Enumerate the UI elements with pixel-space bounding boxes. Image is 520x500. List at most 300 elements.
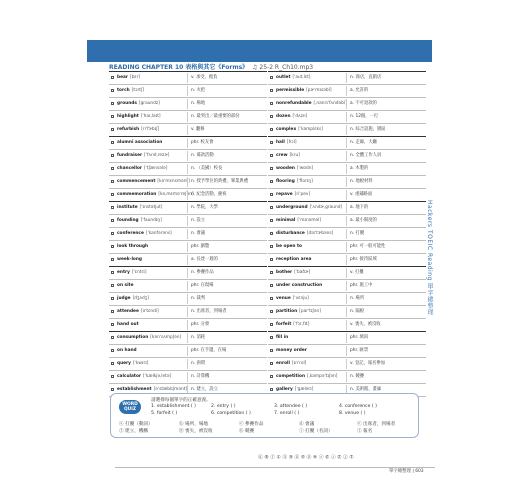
checkbox[interactable]: [270, 323, 273, 326]
vocab-word: [276, 267, 310, 279]
checkbox[interactable]: [111, 102, 114, 105]
vocab-meaning: n. 火把: [191, 88, 206, 93]
vocab-phonetic: [dʒʌdʒ]: [132, 296, 149, 301]
vocab-phonetic: [kəˈmɛnsmənt]: [157, 179, 190, 184]
vocab-word: [117, 371, 171, 383]
vocab-row: [268, 215, 426, 228]
column-divider: [346, 203, 347, 213]
vocab-row: [268, 267, 426, 280]
column-divider: [187, 372, 188, 382]
vocab-phonetic: [ˈbaðɚ]: [294, 270, 311, 275]
vocab-row: [268, 358, 426, 371]
quiz-item: 5. forfeit ( ): [151, 411, 178, 416]
vocab-meaning: n. 詢問: [191, 361, 206, 366]
checkbox[interactable]: [270, 76, 273, 79]
vocab-row: [109, 202, 267, 215]
column-divider: [187, 216, 188, 226]
word-quiz-box: [110, 393, 419, 438]
quiz-option: ⓗ 競賽: [239, 429, 255, 434]
vocab-row: [109, 267, 267, 280]
checkbox[interactable]: [270, 193, 273, 196]
vocab-word-text: outlet: [276, 75, 291, 80]
column-divider: [187, 203, 188, 213]
vocab-meaning: n. 設立: [191, 218, 206, 223]
vocab-word-text: repave: [276, 192, 293, 197]
vocab-phonetic: [ˈkwɪrɪ]: [132, 361, 149, 366]
vocab-word-text: enroll: [276, 361, 290, 366]
column-divider: [346, 216, 347, 226]
vocab-meaning: v. 打擾: [350, 270, 364, 275]
vocab-word: [276, 176, 313, 188]
vocab-meaning: phr. 在現場: [191, 283, 214, 288]
checkbox[interactable]: [111, 76, 114, 79]
vocab-row: [109, 293, 267, 306]
chapter-header-bar: [87, 40, 432, 62]
audio-reference: ♫ 25-2 R_Ch10.mp3: [252, 64, 314, 71]
vocab-word-text: torch: [117, 88, 130, 93]
vocab-row: [109, 345, 267, 358]
vocab-phonetic: [parˈtɪʃən]: [299, 309, 321, 314]
vocab-row: [268, 163, 426, 176]
quiz-option: ⓙ 報名: [357, 429, 373, 434]
checkbox[interactable]: [270, 375, 273, 378]
vocab-phonetic: [ˈdʌzn]: [292, 114, 308, 119]
checkbox[interactable]: [270, 206, 273, 209]
vocab-word: [276, 98, 347, 110]
column-divider: [346, 73, 347, 83]
checkbox[interactable]: [111, 362, 114, 365]
vocab-phonetic: [ˈautˌlɛt]: [292, 75, 311, 80]
checkbox[interactable]: [111, 271, 114, 274]
column-divider: [187, 307, 188, 317]
vocab-meaning: phr. 接待區域: [350, 257, 377, 262]
vocab-phonetic: [hɔl]: [286, 140, 297, 145]
vocab-meaning: phr. 匯票: [350, 348, 369, 353]
checkbox[interactable]: [111, 297, 114, 300]
checkbox[interactable]: [111, 310, 114, 313]
vocab-meaning: n. 綜合設施，園區: [350, 127, 386, 132]
vocab-row: [268, 345, 426, 358]
column-divider: [346, 294, 347, 304]
column-divider: [187, 229, 188, 239]
vocab-word: [117, 137, 164, 149]
column-divider: [346, 359, 347, 369]
vocab-word-text: bother: [276, 270, 293, 275]
quiz-item: 7. enroll ( ): [274, 411, 300, 416]
column-divider: [346, 307, 347, 317]
column-divider: [346, 177, 347, 187]
vocab-meaning: a. 最小限度的: [350, 218, 377, 223]
vocab-word-text: week-long: [117, 257, 142, 262]
checkbox[interactable]: [111, 375, 114, 378]
quiz-item: 6. competition ( ): [211, 411, 251, 416]
vocab-row: [268, 228, 426, 241]
vocab-word: [276, 254, 313, 266]
column-divider: [187, 164, 188, 174]
vocab-word-text: underground: [276, 205, 308, 210]
column-divider: [346, 372, 347, 382]
vocab-word: [117, 98, 160, 110]
vocab-meaning: n. 會議: [191, 231, 206, 236]
vocab-phonetic: [ˈgælərɪ]: [294, 387, 314, 392]
vocab-row: [109, 163, 267, 176]
vocab-row: [109, 228, 267, 241]
checkbox[interactable]: [111, 128, 114, 131]
vocab-row: [109, 280, 267, 293]
vocab-word: [117, 345, 139, 357]
vocab-word: [117, 332, 181, 344]
vocab-row: [109, 124, 267, 137]
vocab-meaning: v. 承受，擔負: [191, 75, 218, 80]
quiz-answers-upside-down: ① ⓕ ② ⓒ ③ ⓔ ④ ⓓ ⑤ ⓖ ⑥ ⓗ ⑦ ⓙ ⑧ ⓑ: [258, 453, 354, 458]
checkbox[interactable]: [270, 115, 273, 118]
vocab-word: [117, 254, 144, 266]
vocab-meaning: n. 競賽: [350, 374, 365, 379]
vocab-word: [276, 137, 297, 149]
vocab-row: [109, 215, 267, 228]
column-divider: [187, 99, 188, 109]
vocab-meaning: phr. 分發: [191, 322, 210, 327]
vocab-word-text: competition: [276, 374, 306, 379]
checkbox[interactable]: [270, 102, 273, 105]
vocab-row: [109, 332, 267, 345]
vocab-word: [276, 345, 309, 357]
vocab-phonetic: [dɪsˈtɝbəns]: [306, 231, 334, 236]
word-quiz-badge: WORD QUIZ: [119, 400, 141, 414]
vocab-word-text: dozen: [276, 114, 291, 119]
vocab-word: [276, 150, 300, 162]
checkbox[interactable]: [270, 349, 273, 352]
vocab-word: [117, 358, 148, 370]
vocab-word-text: be open to: [276, 244, 302, 249]
checkbox[interactable]: [111, 219, 114, 222]
vocab-phonetic: [ˈflorɪŋ]: [296, 179, 313, 184]
vocab-phonetic: [əˈtɛndi]: [140, 309, 159, 314]
vocab-word: [276, 228, 333, 240]
checkbox[interactable]: [270, 258, 273, 261]
quiz-option: ⓕ 建立，機構: [119, 429, 149, 434]
chapter-title-line: [109, 62, 313, 71]
vocab-word-text: partition: [276, 309, 298, 314]
vocab-phonetic: [ˌnanrɪˈfʌndəbl]: [313, 101, 347, 106]
vocab-phonetic: [graundz]: [138, 101, 160, 106]
column-divider: [187, 112, 188, 122]
vocab-meaning: n. 打擾: [350, 231, 365, 236]
vocab-word: [276, 189, 310, 201]
vocabulary-left-column: [109, 72, 267, 397]
vocab-meaning: n. 參賽作品: [191, 270, 214, 275]
checkbox[interactable]: [111, 388, 114, 391]
column-divider: [346, 229, 347, 239]
vocab-word-text: chancellor: [117, 166, 143, 171]
footer-rule: [115, 467, 435, 468]
vocab-word: [276, 332, 290, 344]
vocab-word: [117, 228, 172, 240]
quiz-option: ⓒ 參賽作品: [239, 422, 264, 427]
vocab-row: [109, 189, 267, 202]
vocab-row: [268, 85, 426, 98]
vocab-word-text: grounds: [117, 101, 137, 106]
vocab-phonetic: [əˈstæblɪʃmənt]: [153, 387, 188, 392]
column-divider: [346, 346, 347, 356]
checkbox[interactable]: [111, 232, 114, 235]
vocab-phonetic: [ˌkampəˈtɪʃən]: [307, 374, 338, 379]
column-divider: [187, 73, 188, 83]
vocab-word: [117, 163, 167, 175]
vocab-phonetic: [kru]: [289, 153, 300, 158]
vocab-word: [117, 202, 162, 214]
vocab-meaning: phr. 填寫: [350, 335, 369, 340]
checkbox[interactable]: [111, 336, 114, 339]
vocab-meaning: n. 最突出／最重要的部份: [191, 114, 240, 119]
vocab-row: [268, 254, 426, 267]
checkbox[interactable]: [111, 323, 114, 326]
vocab-word-text: alumni association: [117, 140, 163, 145]
column-divider: [187, 125, 188, 135]
vocab-meaning: phr. 校友會: [191, 140, 214, 145]
vocab-word: [117, 150, 169, 162]
column-divider: [187, 294, 188, 304]
vocab-word-text: minimal: [276, 218, 296, 223]
vocab-word: [117, 72, 140, 84]
vocab-meaning: v. 登記，報名參加: [350, 361, 386, 366]
quiz-item: 1. establishment ( ): [151, 404, 196, 409]
vocab-word: [276, 85, 332, 97]
column-divider: [346, 99, 347, 109]
vocab-row: [268, 111, 426, 124]
vocab-phonetic: [ˈfɔrˌfɪt]: [293, 322, 310, 327]
vocab-meaning: a. 木製的: [350, 166, 369, 171]
vocab-phonetic: [ˈtʃænsələ]: [144, 166, 168, 171]
vocab-word: [276, 319, 309, 331]
column-divider: [346, 190, 347, 200]
vocab-word: [117, 319, 141, 331]
quiz-item: 4. conference ( ): [339, 404, 377, 409]
vocab-word-text: consumption: [117, 335, 149, 340]
vocab-phonetic: [kəˌmɛməˈreʃən]: [158, 192, 194, 197]
vocab-word-text: fundraiser: [117, 153, 143, 158]
checkbox[interactable]: [270, 154, 273, 157]
vocab-meaning: n. 出席者，到場者: [191, 309, 227, 314]
checkbox[interactable]: [270, 271, 273, 274]
vocab-meaning: n. 學院，大學: [191, 205, 218, 210]
vocab-meaning: n. 場地: [191, 101, 206, 106]
vocab-meaning: n. 走廊，大廳: [350, 140, 377, 145]
checkbox[interactable]: [270, 232, 273, 235]
vocab-meaning: v. 重鋪路面: [350, 192, 373, 197]
quiz-item: 3. attendee ( ): [274, 404, 308, 409]
vocab-word-text: query: [117, 361, 131, 366]
vocab-word-text: fill in: [276, 335, 289, 340]
checkbox[interactable]: [111, 193, 114, 196]
vocab-meaning: n. 美術館，畫廊: [350, 387, 382, 392]
vocab-word: [276, 371, 337, 383]
vocab-word-text: money order: [276, 348, 307, 353]
column-divider: [346, 242, 347, 252]
vocab-word: [117, 215, 162, 227]
vocab-row: [109, 150, 267, 163]
vocab-word-text: commemoration: [117, 192, 157, 197]
quiz-option: ⓘ 打擾（名詞）: [299, 429, 333, 434]
vocab-word: [117, 85, 144, 97]
vocab-meaning: n. 消耗: [191, 335, 206, 340]
vocab-meaning: n. 場所: [350, 296, 365, 301]
checkbox[interactable]: [111, 258, 114, 261]
vocab-word-text: wooden: [276, 166, 295, 171]
column-divider: [346, 281, 347, 291]
vocab-word: [117, 293, 149, 305]
vocab-word: [276, 72, 310, 84]
vocab-row: [268, 332, 426, 345]
vocab-word-text: commencement: [117, 179, 156, 184]
vocab-row: [109, 98, 267, 111]
checkbox[interactable]: [111, 284, 114, 287]
checkbox[interactable]: [111, 115, 114, 118]
vocab-row: [268, 150, 426, 163]
vocab-word: [276, 215, 321, 227]
vocab-word: [117, 280, 136, 292]
quiz-option: ⓖ 喪失，被沒收: [179, 429, 213, 434]
column-divider: [187, 359, 188, 369]
column-divider: [187, 346, 188, 356]
checkbox[interactable]: [270, 388, 273, 391]
vocab-phonetic: [ˈkamplɛks]: [298, 127, 323, 132]
vocab-word-text: establishment: [117, 387, 152, 392]
vocab-phonetic: [riˈpev]: [294, 192, 311, 197]
checkbox[interactable]: [270, 128, 273, 131]
vocab-phonetic: [ˈfaundɪŋ]: [140, 218, 162, 223]
checkbox[interactable]: [270, 336, 273, 339]
vocab-row: [109, 72, 267, 85]
vocab-word: [117, 306, 159, 318]
vocab-word: [117, 124, 159, 136]
vocab-meaning: n. 商店，直銷店: [350, 75, 382, 80]
checkbox[interactable]: [270, 362, 273, 365]
vocab-row: [268, 72, 426, 85]
vocab-row: [109, 371, 267, 384]
vocab-word-text: on hand: [117, 348, 137, 353]
checkbox[interactable]: [111, 167, 114, 170]
vocab-row: [109, 306, 267, 319]
vocab-row: [268, 176, 426, 189]
vocab-meaning: n. （美國）校長: [191, 166, 223, 171]
checkbox[interactable]: [270, 89, 273, 92]
column-divider: [346, 86, 347, 96]
vocab-row: [109, 176, 267, 189]
checkbox[interactable]: [111, 141, 114, 144]
vocab-phonetic: [ˈvɛnju]: [292, 296, 309, 301]
vocab-row: [268, 280, 426, 293]
vocab-phonetic: [ɪnˈrol]: [292, 361, 307, 366]
vocab-word-text: venue: [276, 296, 291, 301]
vocab-word: [276, 124, 323, 136]
vocab-word: [276, 202, 342, 214]
checkbox[interactable]: [111, 154, 114, 157]
column-divider: [187, 177, 188, 187]
checkbox[interactable]: [270, 284, 273, 287]
column-divider: [187, 151, 188, 161]
column-divider: [187, 86, 188, 96]
vocab-word-text: hand out: [117, 322, 139, 327]
column-divider: [346, 164, 347, 174]
column-divider: [187, 268, 188, 278]
column-divider: [346, 333, 347, 343]
chapter-title: READING CHAPTER 10 表格與其它《Forms》: [109, 64, 249, 71]
vocab-word-text: flooring: [276, 179, 295, 184]
column-divider: [187, 255, 188, 265]
checkbox[interactable]: [270, 310, 273, 313]
vocab-word-text: refurbish: [117, 127, 140, 132]
vocab-word: [117, 111, 161, 123]
checkbox[interactable]: [111, 206, 114, 209]
vocab-row: [109, 85, 267, 98]
column-divider: [187, 281, 188, 291]
vocab-phonetic: [ˈɛntrɪ]: [131, 270, 147, 275]
vocab-word: [276, 241, 304, 253]
vocab-phonetic: [bɛr]: [130, 75, 141, 80]
quiz-instruction: 請選擇每個單字的正確意義。: [151, 398, 211, 403]
checkbox[interactable]: [111, 349, 114, 352]
vocab-word-text: founding: [117, 218, 139, 223]
checkbox[interactable]: [270, 141, 273, 144]
checkbox[interactable]: [270, 167, 273, 170]
checkbox[interactable]: [111, 89, 114, 92]
vocab-word-text: bear: [117, 75, 129, 80]
side-label: Hackers TOEIC Reading 單字總整理: [426, 200, 433, 316]
quiz-item: 2. entry ( ): [211, 404, 236, 409]
vocab-word-text: disturbance: [276, 231, 305, 236]
vocab-word-text: calculator: [117, 374, 142, 379]
vocab-word-text: judge: [117, 296, 131, 301]
vocab-word-text: entry: [117, 270, 130, 275]
vocab-word-text: forfeit: [276, 322, 292, 327]
vocab-meaning: n. 計算機: [191, 374, 210, 379]
vocab-phonetic: [ˈkanfərəns]: [145, 231, 172, 236]
vocab-row: [109, 319, 267, 332]
checkbox[interactable]: [270, 245, 273, 248]
vocab-word: [276, 358, 306, 370]
vocab-meaning: v. 翻修: [191, 127, 205, 132]
page-footer: 單字總整理 | 603: [389, 469, 424, 474]
vocab-word-text: hall: [276, 140, 285, 145]
vocab-row: [109, 111, 267, 124]
vocab-phonetic: [riˈfɝbɪʃ]: [141, 127, 160, 132]
vocab-meaning: n. 全體工作人員: [350, 153, 382, 158]
vocab-row: [268, 293, 426, 306]
vocab-word-text: gallery: [276, 387, 293, 392]
vocab-word-text: highlight: [117, 114, 139, 119]
checkbox[interactable]: [111, 180, 114, 183]
column-divider: [187, 138, 188, 148]
vocab-row: [268, 124, 426, 137]
vocab-word-text: crew: [276, 153, 288, 158]
column-divider: [346, 255, 347, 265]
vocab-word-text: reception area: [276, 257, 312, 262]
quiz-item: 8. venue ( ): [339, 411, 366, 416]
column-divider: [346, 138, 347, 148]
vocab-row: [109, 241, 267, 254]
vocab-meaning: a. 不可退款的: [350, 101, 377, 106]
vocab-meaning: a. 長達一週的: [191, 257, 218, 262]
checkbox[interactable]: [270, 297, 273, 300]
checkbox[interactable]: [270, 219, 273, 222]
checkbox[interactable]: [111, 245, 114, 248]
vocab-word-text: attendee: [117, 309, 139, 314]
vocab-word: [276, 293, 309, 305]
vocab-meaning: phr. 在手邊，在場: [191, 348, 227, 353]
vocab-row: [109, 358, 267, 371]
checkbox[interactable]: [270, 180, 273, 183]
